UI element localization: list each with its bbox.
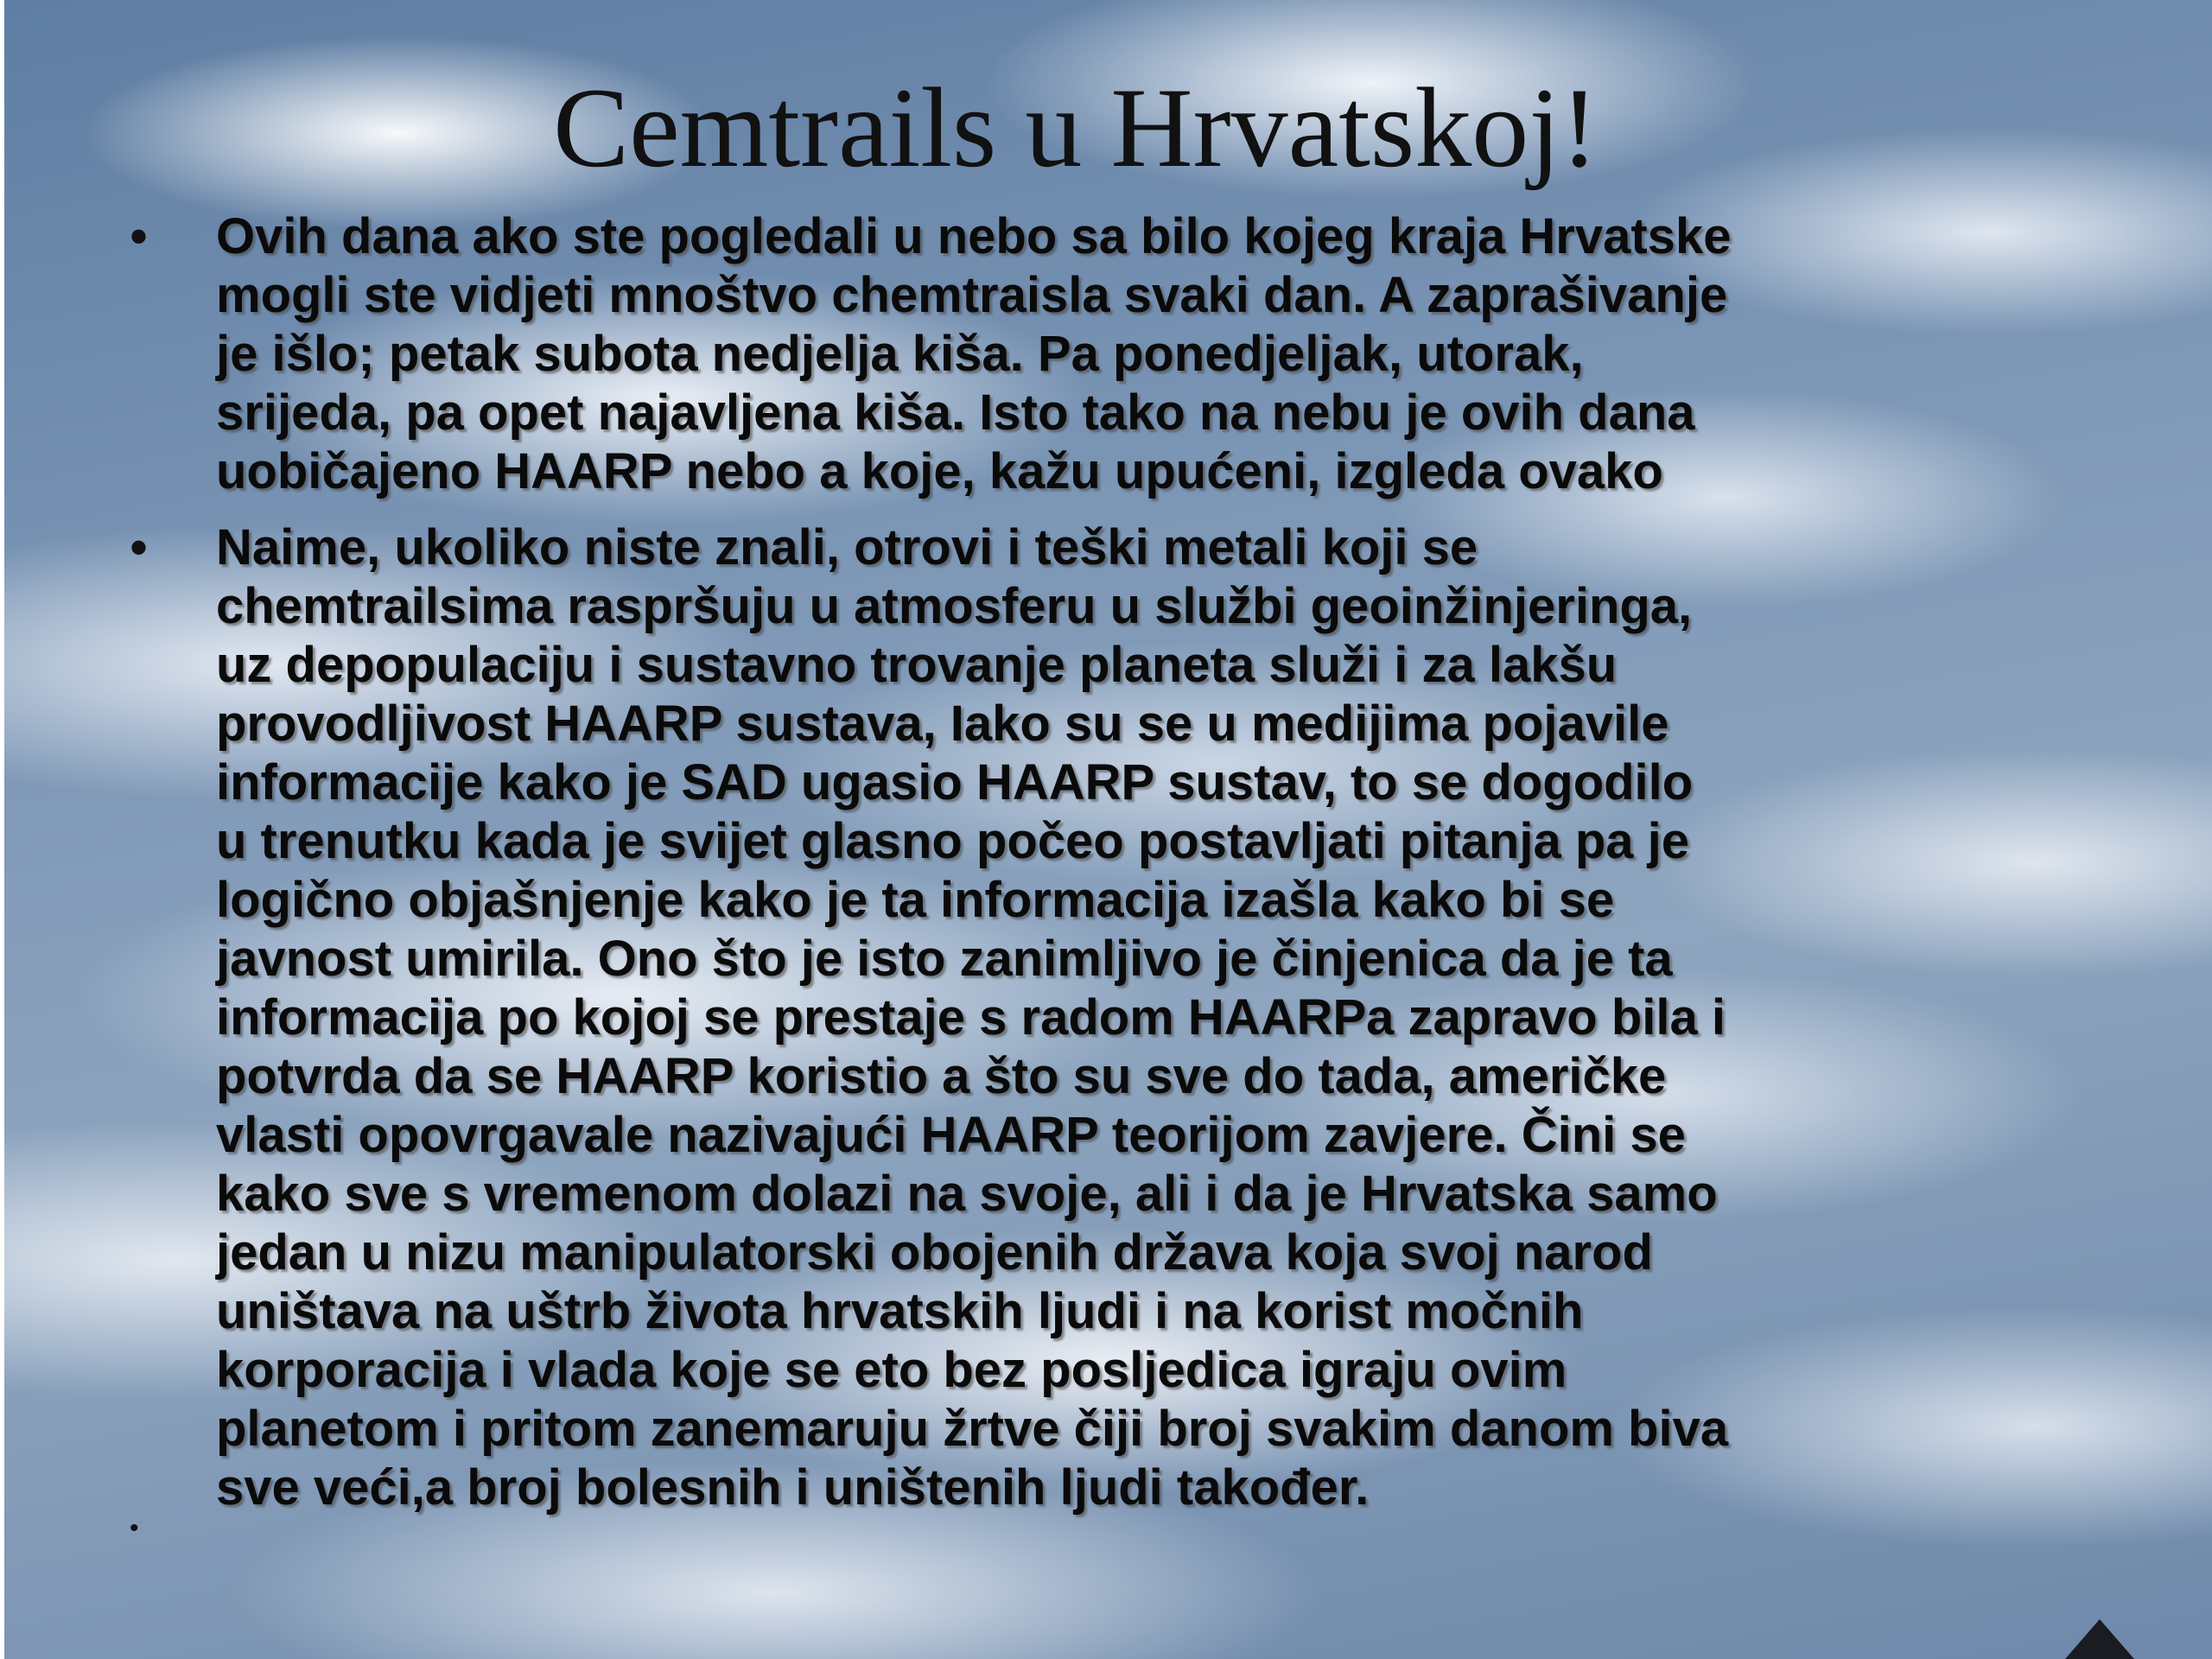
- bullet-marker: •: [130, 207, 149, 265]
- bullet-item-1: [130, 207, 2091, 501]
- bullet-marker: •: [130, 518, 149, 576]
- slide-left-border: [0, 0, 4, 1659]
- slide-title: Cemtrails u Hrvatskoj!: [553, 64, 1599, 191]
- bullet-item-2: [130, 518, 2091, 1517]
- bullet-text-1: Ovih dana ako ste pogledali u nebo sa bilo kojeg kraja Hrvatske mogli ste vidjeti mnoštvo chemtraisla svaki dan. A zaprašivanje je išlo; petak subota nedjelja kiša. Pa ponedjeljak, utorak, srijeda, pa opet najavljena kiša. Isto tako na nebu je ovih dana uobičajeno HAARP nebo a koje, kažu upućeni, izgleda ovako: [216, 208, 1732, 499]
- corner-rooftop-shape: [2065, 1619, 2134, 1659]
- empty-bullet-marker: •: [130, 1514, 139, 1542]
- bullet-text-2: Naime, ukoliko niste znali, otrovi i teški metali koji se chemtrailsima raspršuju u atmosferu u službi geoinžinjeringa, uz depopulaciju i sustavno trovanje planeta služi i za lakšu provodljivost HAARP sustava, Iako su se u medijima pojavile informacije kako je SAD ugasio HAARP sustav, to se dogodilo u trenutku kada je svijet glasno počeo postavljati pitanja pa je logično objašnjenje kako je ta informacija izašla kako bi se javnost umirila. Ono što je isto zanimljivo je činjenica da je ta informacija po kojoj se prestaje s radom HAARPa zapravo bila i potvrda da se HAARP koristio a što su sve do tada, američke vlasti opovrgavale nazivajući HAARP teorijom zavjere. Čini se kako sve s vremenom dolazi na svoje, ali i da je Hrvatska samo jedan u nizu manipulatorski obojenih država koja svoj narod uništava na uštrb života hrvatskih ljudi i na korist močnih korporacija i vlada koje se eto bez posljedica igraju ovim planetom i pritom zanemaruju žrtve čiji broj svakim danom biva sve veći,a broj bolesnih i uništenih ljudi također.: [216, 519, 1729, 1516]
- bullet-list: [130, 207, 2091, 1535]
